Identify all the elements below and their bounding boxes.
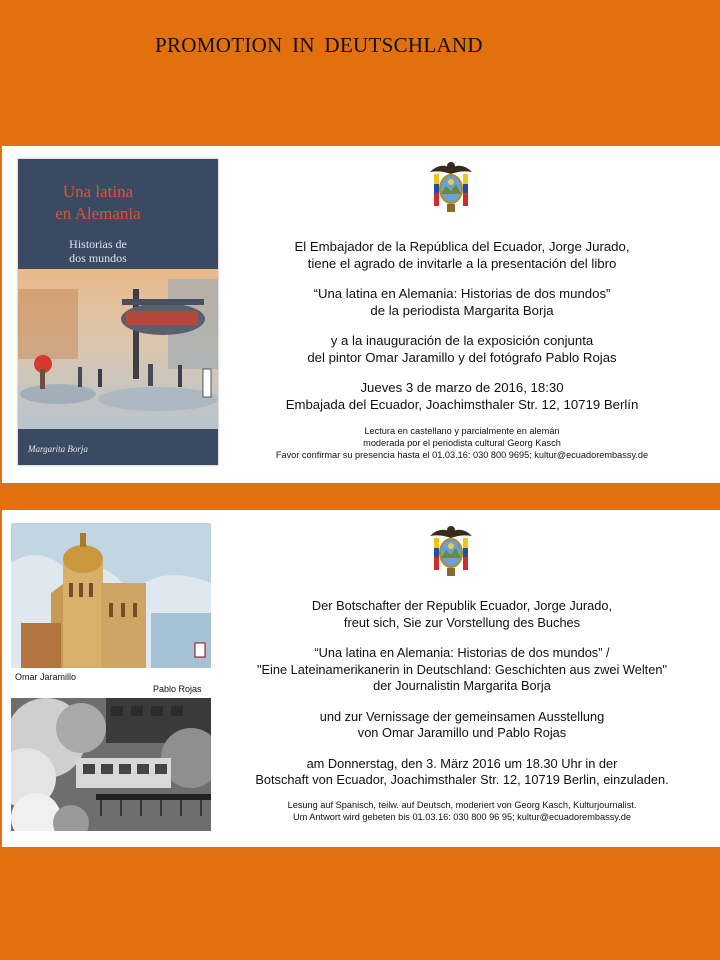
invitation-card-spanish	[2, 146, 720, 483]
book-cover-author: Margarita Borja	[28, 444, 88, 454]
event-address: Botschaft von Ecuador, Joachimsthaler Str. 12, 10719 Berlin, einzuladen.	[255, 772, 669, 787]
event-address: Embajada del Ecuador, Joachimsthaler Str. 12, 10719 Berlín	[285, 396, 639, 412]
rsvp-note: Um Antwort wird gebeten bis 01.03.16: 030 800 96 95; kultur@ecuadorembassy.de	[292, 811, 632, 822]
invitation-line: “Una latina en Alemania: Historias de dos mundos” /	[314, 645, 610, 660]
event-date: am Donnerstag, den 3. März 2016 um 18.30 Uhr in der	[306, 755, 618, 771]
book-cover-watercolor	[18, 269, 218, 429]
book-cover-title: Una latina en Alemania	[55, 182, 141, 223]
ecuador-coat-of-arms-icon	[428, 522, 474, 578]
invitation-line: von Omar Jaramillo und Pablo Rojas	[357, 725, 567, 740]
event-date: Jueves 3 de marzo de 2016, 18:30	[360, 380, 564, 395]
invitation-line: freut sich, Sie zur Vorstellung des Buches	[343, 614, 581, 630]
train-photo-image	[11, 698, 211, 831]
rsvp-note: Favor confirmar su presencia hasta el 01.03.16: 030 800 9695; kultur@ecuadorembassy.de	[275, 450, 649, 460]
invitation-card-german	[2, 510, 720, 847]
invitation-note: Lectura en castellano y parcialmente en alemán	[364, 426, 560, 436]
invitation-line: El Embajador de la República del Ecuador, Jorge Jurado,	[294, 239, 630, 254]
painting-image	[11, 523, 211, 668]
invitation-line: “Una latina en Alemania: Historias de dos mundos”	[313, 286, 611, 301]
ecuador-coat-of-arms-icon	[428, 158, 474, 214]
invitation-line: "Eine Lateinamerikanerin in Deutschland: Geschichten aus zwei Welten"	[256, 661, 668, 677]
invitation-line: und zur Vernissage der gemeinsamen Ausstellung	[319, 708, 605, 724]
invitation-line: de la periodista Margarita Borja	[370, 302, 554, 318]
invitation-line: tiene el agrado de invitarle a la presentación del libro	[307, 255, 617, 271]
invitation-line: y a la inauguración de la exposición conjunta	[330, 333, 594, 348]
invitation-note: moderada por el periodista cultural Georg Kasch	[363, 438, 561, 448]
invitation-text-german	[202, 598, 720, 823]
page-title: PROMOTION IN DEUTSCHLAND	[155, 33, 483, 57]
book-cover	[18, 159, 218, 465]
invitation-line: Der Botschafter der Republik Ecuador, Jorge Jurado,	[311, 598, 613, 613]
invitation-note: Lesung auf Spanisch, teilw. auf Deutsch, moderiert von Georg Kasch, Kulturjournalist.	[287, 799, 637, 810]
invitation-text-spanish	[202, 239, 720, 461]
caption-photographer: Pablo Rojas	[153, 684, 202, 694]
caption-painter: Omar Jaramillo	[15, 672, 77, 682]
invitation-line: der Journalistin Margarita Borja	[373, 678, 551, 693]
book-cover-subtitle: Historias de dos mundos	[69, 237, 127, 265]
invitation-line: del pintor Omar Jaramillo y del fotógrafo Pablo Rojas	[307, 349, 617, 365]
